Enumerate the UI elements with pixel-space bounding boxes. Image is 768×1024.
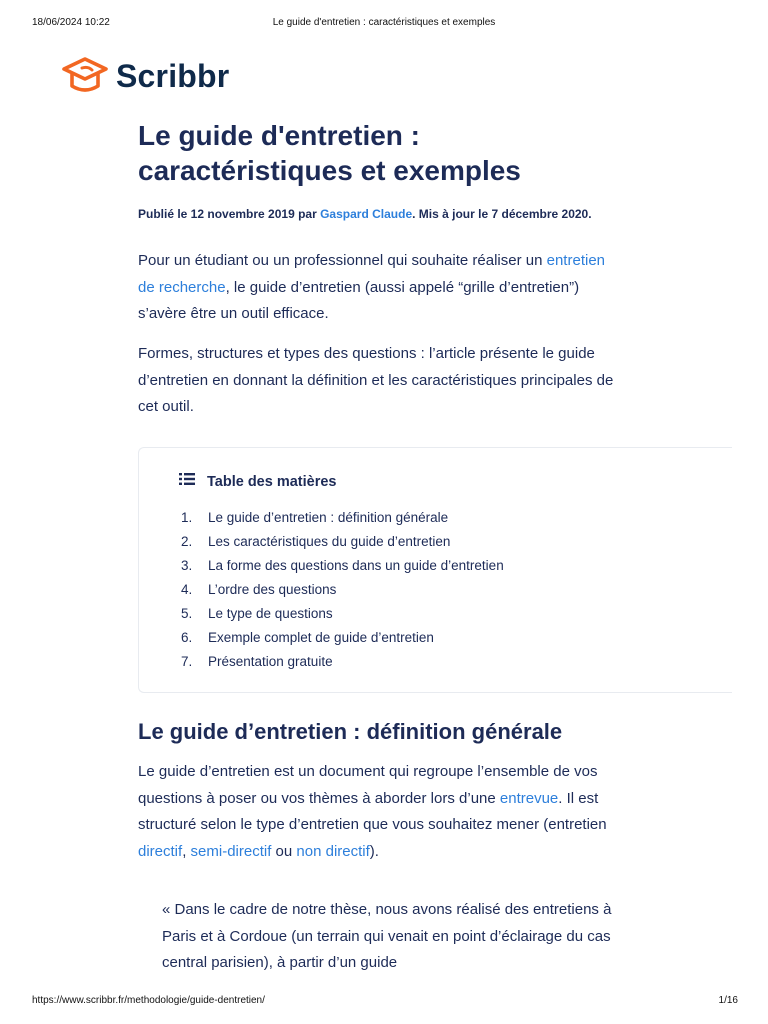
definition-text-5: ).	[369, 842, 379, 860]
semi-directif-link[interactable]: semi-directif	[190, 842, 272, 860]
intro-paragraph-2: Formes, structures et types des questions : l’article présente le guide d’entretien en donnant la définition et les caractéristiques principales de cet outil.	[138, 345, 614, 415]
toc-item[interactable]	[181, 531, 504, 555]
toc-item-label: L’ordre des questions	[208, 582, 337, 597]
toc-item-number: 7.	[181, 654, 193, 669]
directif-link[interactable]: directif	[138, 842, 183, 860]
toc-list	[181, 507, 504, 675]
scribbr-logo[interactable]	[60, 56, 229, 96]
page-title	[138, 118, 698, 188]
definition-text-2: . Il est structuré selon le type d’entretien que vous souhaitez mener (entretien	[138, 789, 607, 833]
toc-item-number: 2.	[181, 534, 193, 549]
entrevue-link[interactable]: entrevue	[499, 789, 559, 807]
toc-item-label: La forme des questions dans un guide d’entretien	[208, 558, 504, 573]
toc-item-number: 5.	[181, 606, 193, 621]
toc-item-number: 3.	[181, 558, 193, 573]
definition-paragraph	[138, 759, 618, 865]
page-title-line2: caractéristiques et exemples	[138, 155, 521, 186]
toc-item[interactable]	[181, 555, 504, 579]
toc-item[interactable]	[181, 579, 504, 603]
toc-item-label: Présentation gratuite	[208, 654, 333, 669]
logo-brand: Scribbr	[116, 57, 230, 94]
intro-paragraph-1	[138, 248, 618, 328]
print-date: 18/06/2024 10:22	[32, 17, 110, 28]
thesis-quote: « Dans le cadre de notre thèse, nous avons réalisé des entretiens à Paris et à Cordoue (un terrain qui venait en point d’éclairage du cas central parisien), à partir d’un guide	[162, 901, 612, 971]
toc-item[interactable]	[181, 603, 504, 627]
list-icon	[179, 472, 195, 491]
print-header	[0, 17, 768, 31]
page-counter: 1/16	[718, 995, 738, 1006]
intro-p1-text-2: , le guide d’entretien (aussi appelé “grille d’entretien”) s’avère être un outil efficace.	[138, 278, 580, 322]
graduation-cap-icon	[60, 56, 110, 96]
table-of-contents	[138, 447, 732, 693]
definition-text-3: ,	[182, 842, 191, 860]
entretien-de-recherche-link[interactable]: entretien de recherche	[138, 252, 605, 296]
toc-item-label: Le type de questions	[208, 606, 333, 621]
byline-suffix: . Mis à jour le 7 décembre 2020.	[412, 207, 592, 221]
section-title-definition: Le guide d’entretien : définition générale	[138, 719, 563, 744]
toc-title: Table des matières	[207, 473, 337, 490]
toc-item-number: 1.	[181, 510, 193, 525]
toc-item-label: Exemple complet de guide d’entretien	[208, 630, 434, 645]
toc-header	[179, 472, 337, 491]
toc-item[interactable]	[181, 651, 504, 675]
definition-text: Le guide d’entretien est un document qui regroupe l’ensemble de vos questions à poser ou vos thèmes à aborder lors d’une	[138, 763, 598, 807]
toc-item-label: Le guide d’entretien : définition générale	[208, 510, 449, 525]
toc-item[interactable]	[181, 507, 504, 531]
author-link[interactable]: Gaspard Claude	[320, 207, 413, 221]
page-title-line1: Le guide d'entretien :	[138, 120, 421, 151]
toc-item-label: Les caractéristiques du guide d’entretien	[208, 534, 451, 549]
toc-item[interactable]	[181, 627, 504, 651]
toc-item-number: 4.	[181, 582, 193, 597]
byline-prefix: Publié le 12 novembre 2019 par	[138, 207, 321, 221]
toc-item-number: 6.	[181, 630, 193, 645]
non-directif-link[interactable]: non directif	[296, 842, 370, 860]
print-url: https://www.scribbr.fr/methodologie/guide-dentretien/	[32, 995, 265, 1006]
print-footer	[0, 995, 768, 1009]
byline	[138, 206, 698, 222]
print-title: Le guide d'entretien : caractéristiques et exemples	[272, 17, 496, 28]
intro-p1-text: Pour un étudiant ou un professionnel qui souhaite réaliser un	[138, 252, 547, 269]
definition-text-4: ou	[271, 842, 297, 860]
